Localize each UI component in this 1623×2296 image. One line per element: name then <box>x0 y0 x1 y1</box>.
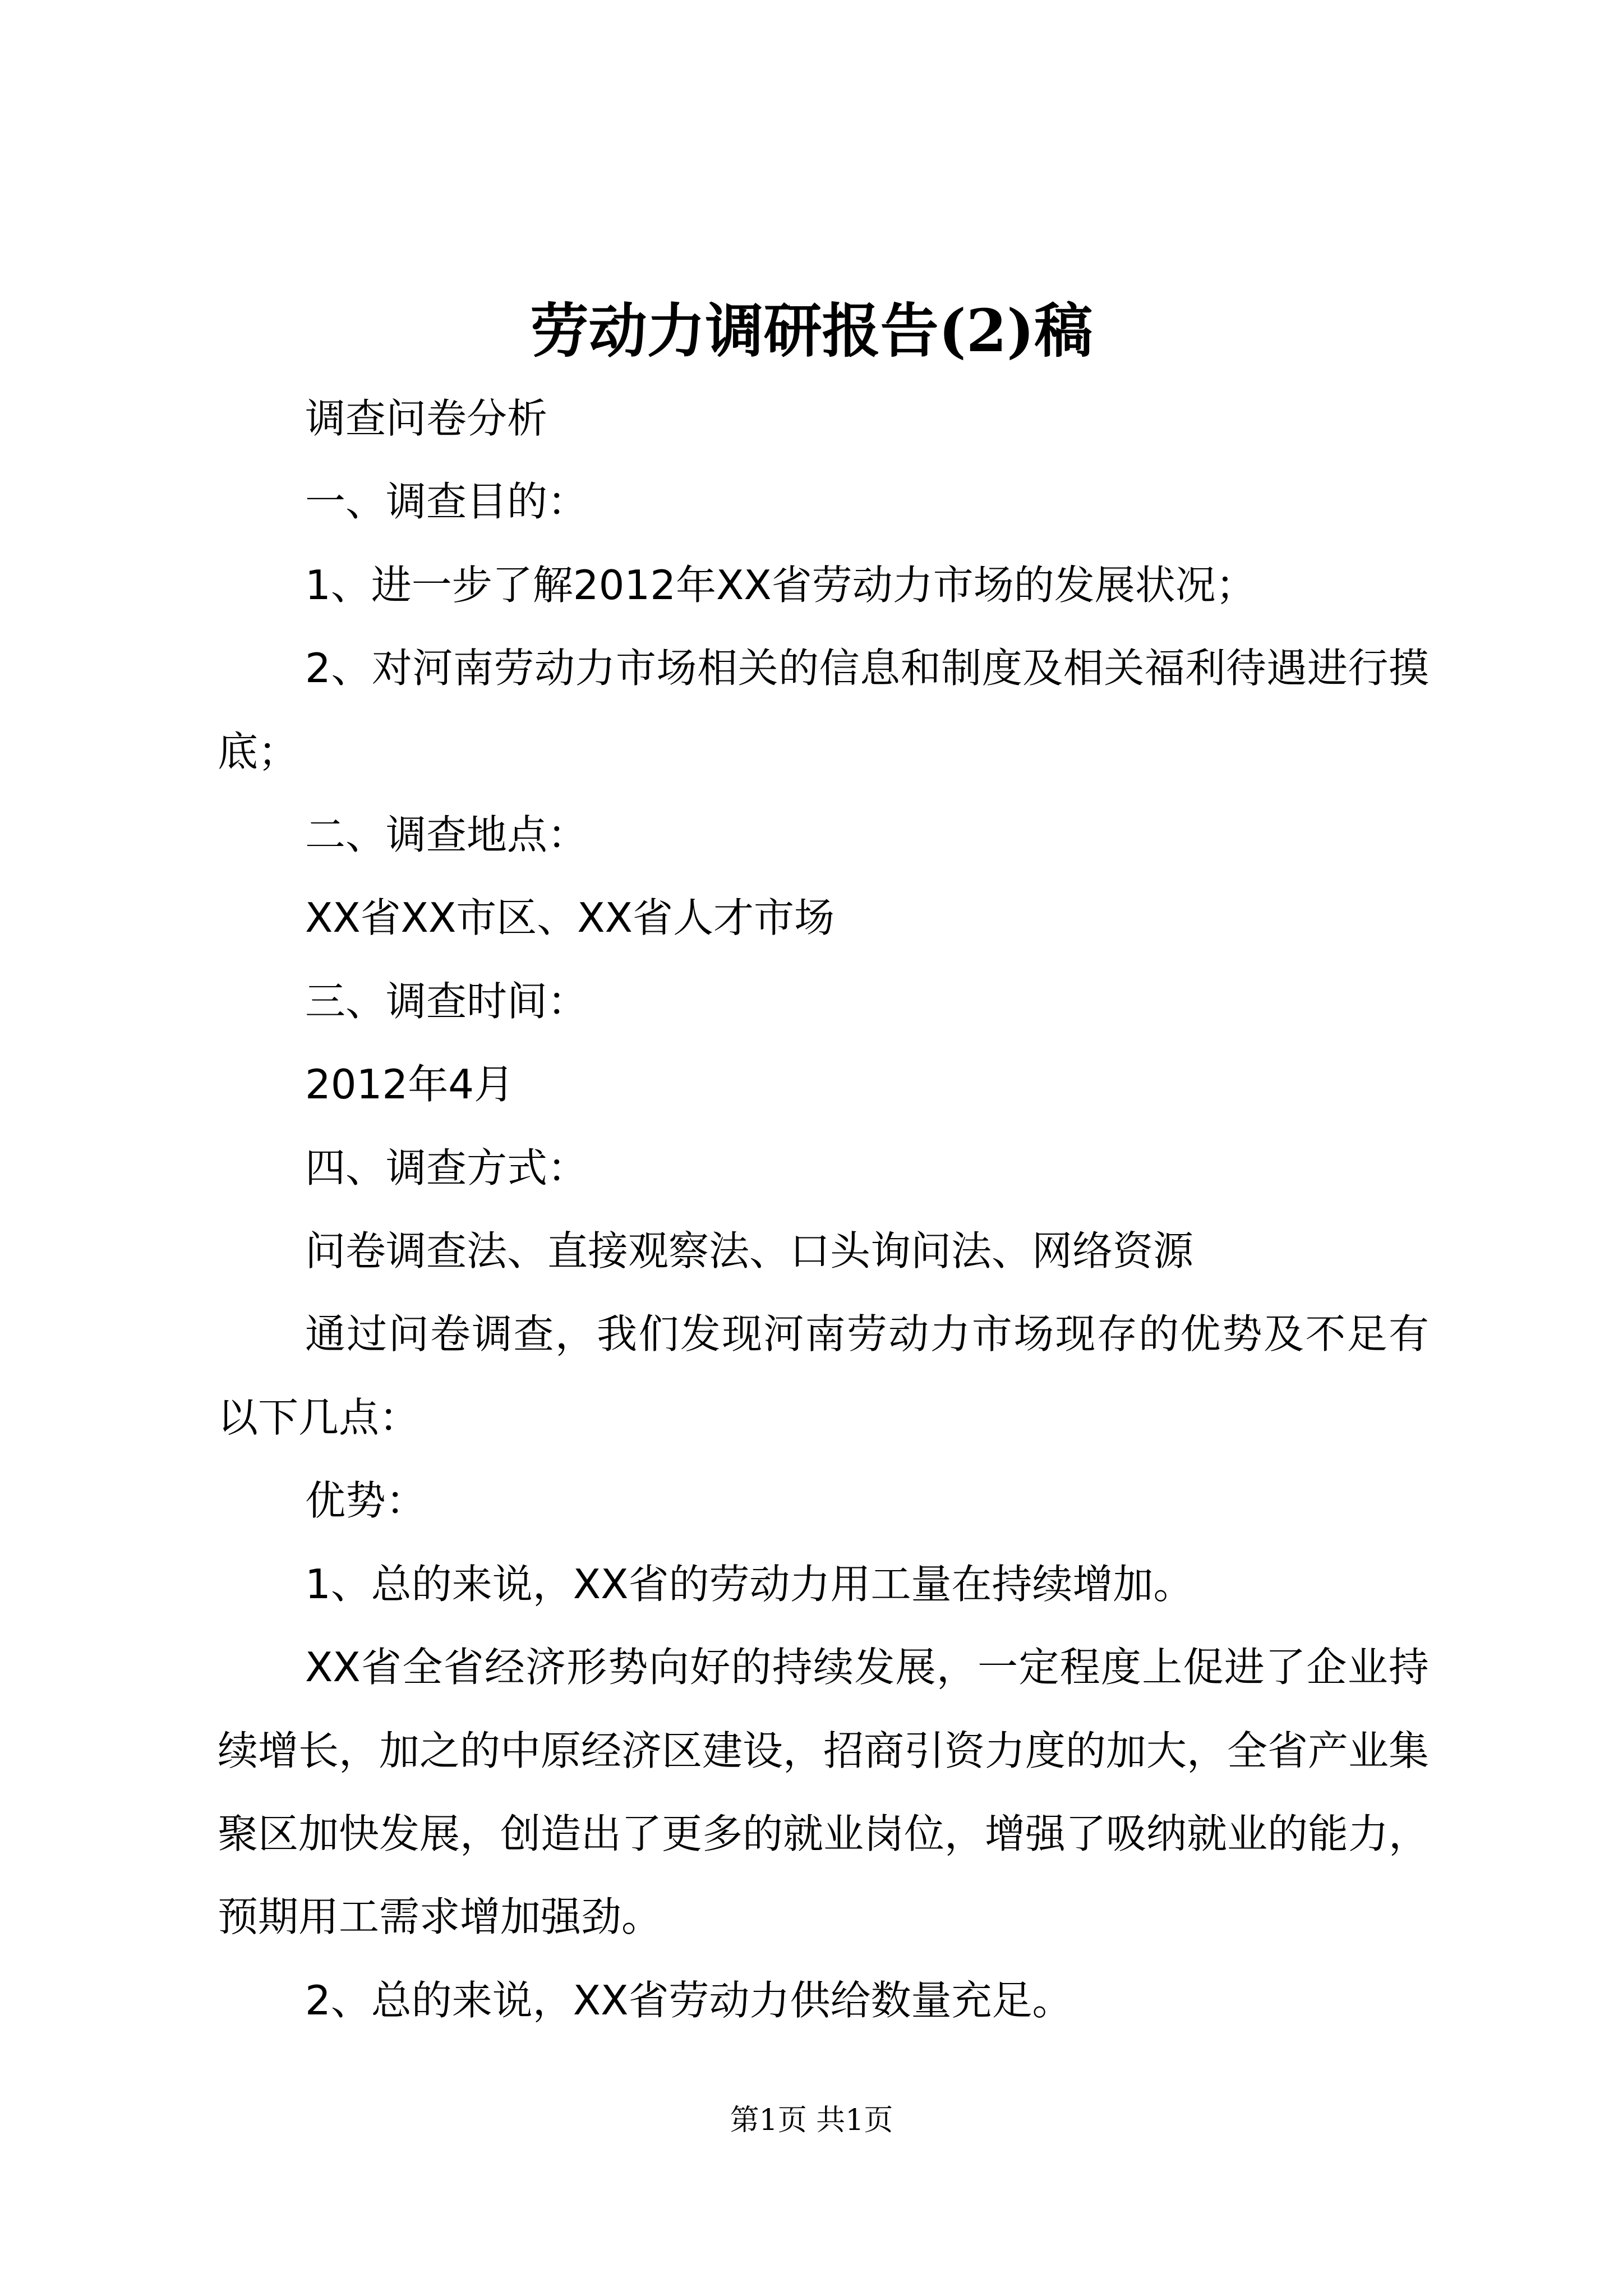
paragraph: 2、对河南劳动力市场相关的信息和制度及相关福利待遇进行摸底； <box>218 645 1429 775</box>
paragraph: 2、总的来说，XX省劳动力供给数量充足。 <box>305 1976 1073 2024</box>
document-title: 劳动力调研报告(2)稿 <box>530 296 1093 365</box>
paragraph: 2012年4月 <box>305 1061 515 1108</box>
paragraph: 优势： <box>305 1477 427 1525</box>
paragraph: 1、总的来说，XX省的劳动力用工量在持续增加。 <box>305 1560 1194 1608</box>
paragraph: 通过问卷调查，我们发现河南劳动力市场现存的优势及不足有以下几点： <box>218 1310 1429 1441</box>
paragraph: 问卷调查法、直接观察法、口头询问法、网络资源 <box>305 1227 1194 1275</box>
paragraph: XX省全省经济形势向好的持续发展，一定程度上促进了企业持续增长，加之的中原经济区建设，招商引资力度的加大，全省产业集聚区加快发展，创造出了更多的就业岗位，增强了吸纳就业的能力，预期用工需求增加强劲。 <box>218 1644 1430 1941</box>
page-footer: 第1页 共1页 <box>730 2104 893 2137</box>
paragraph: XX省XX市区、XX省人才市场 <box>305 894 834 942</box>
paragraph: 1、进一步了解2012年XX省劳动力市场的发展状况； <box>305 561 1256 609</box>
paragraph: 三、调查时间： <box>305 977 588 1025</box>
paragraph: 四、调查方式： <box>305 1144 588 1191</box>
paragraph: 一、调查目的： <box>305 478 588 526</box>
paragraph: 调查问卷分析 <box>305 395 548 442</box>
document-body <box>218 377 1429 2042</box>
paragraph: 二、调查地点： <box>305 811 588 859</box>
